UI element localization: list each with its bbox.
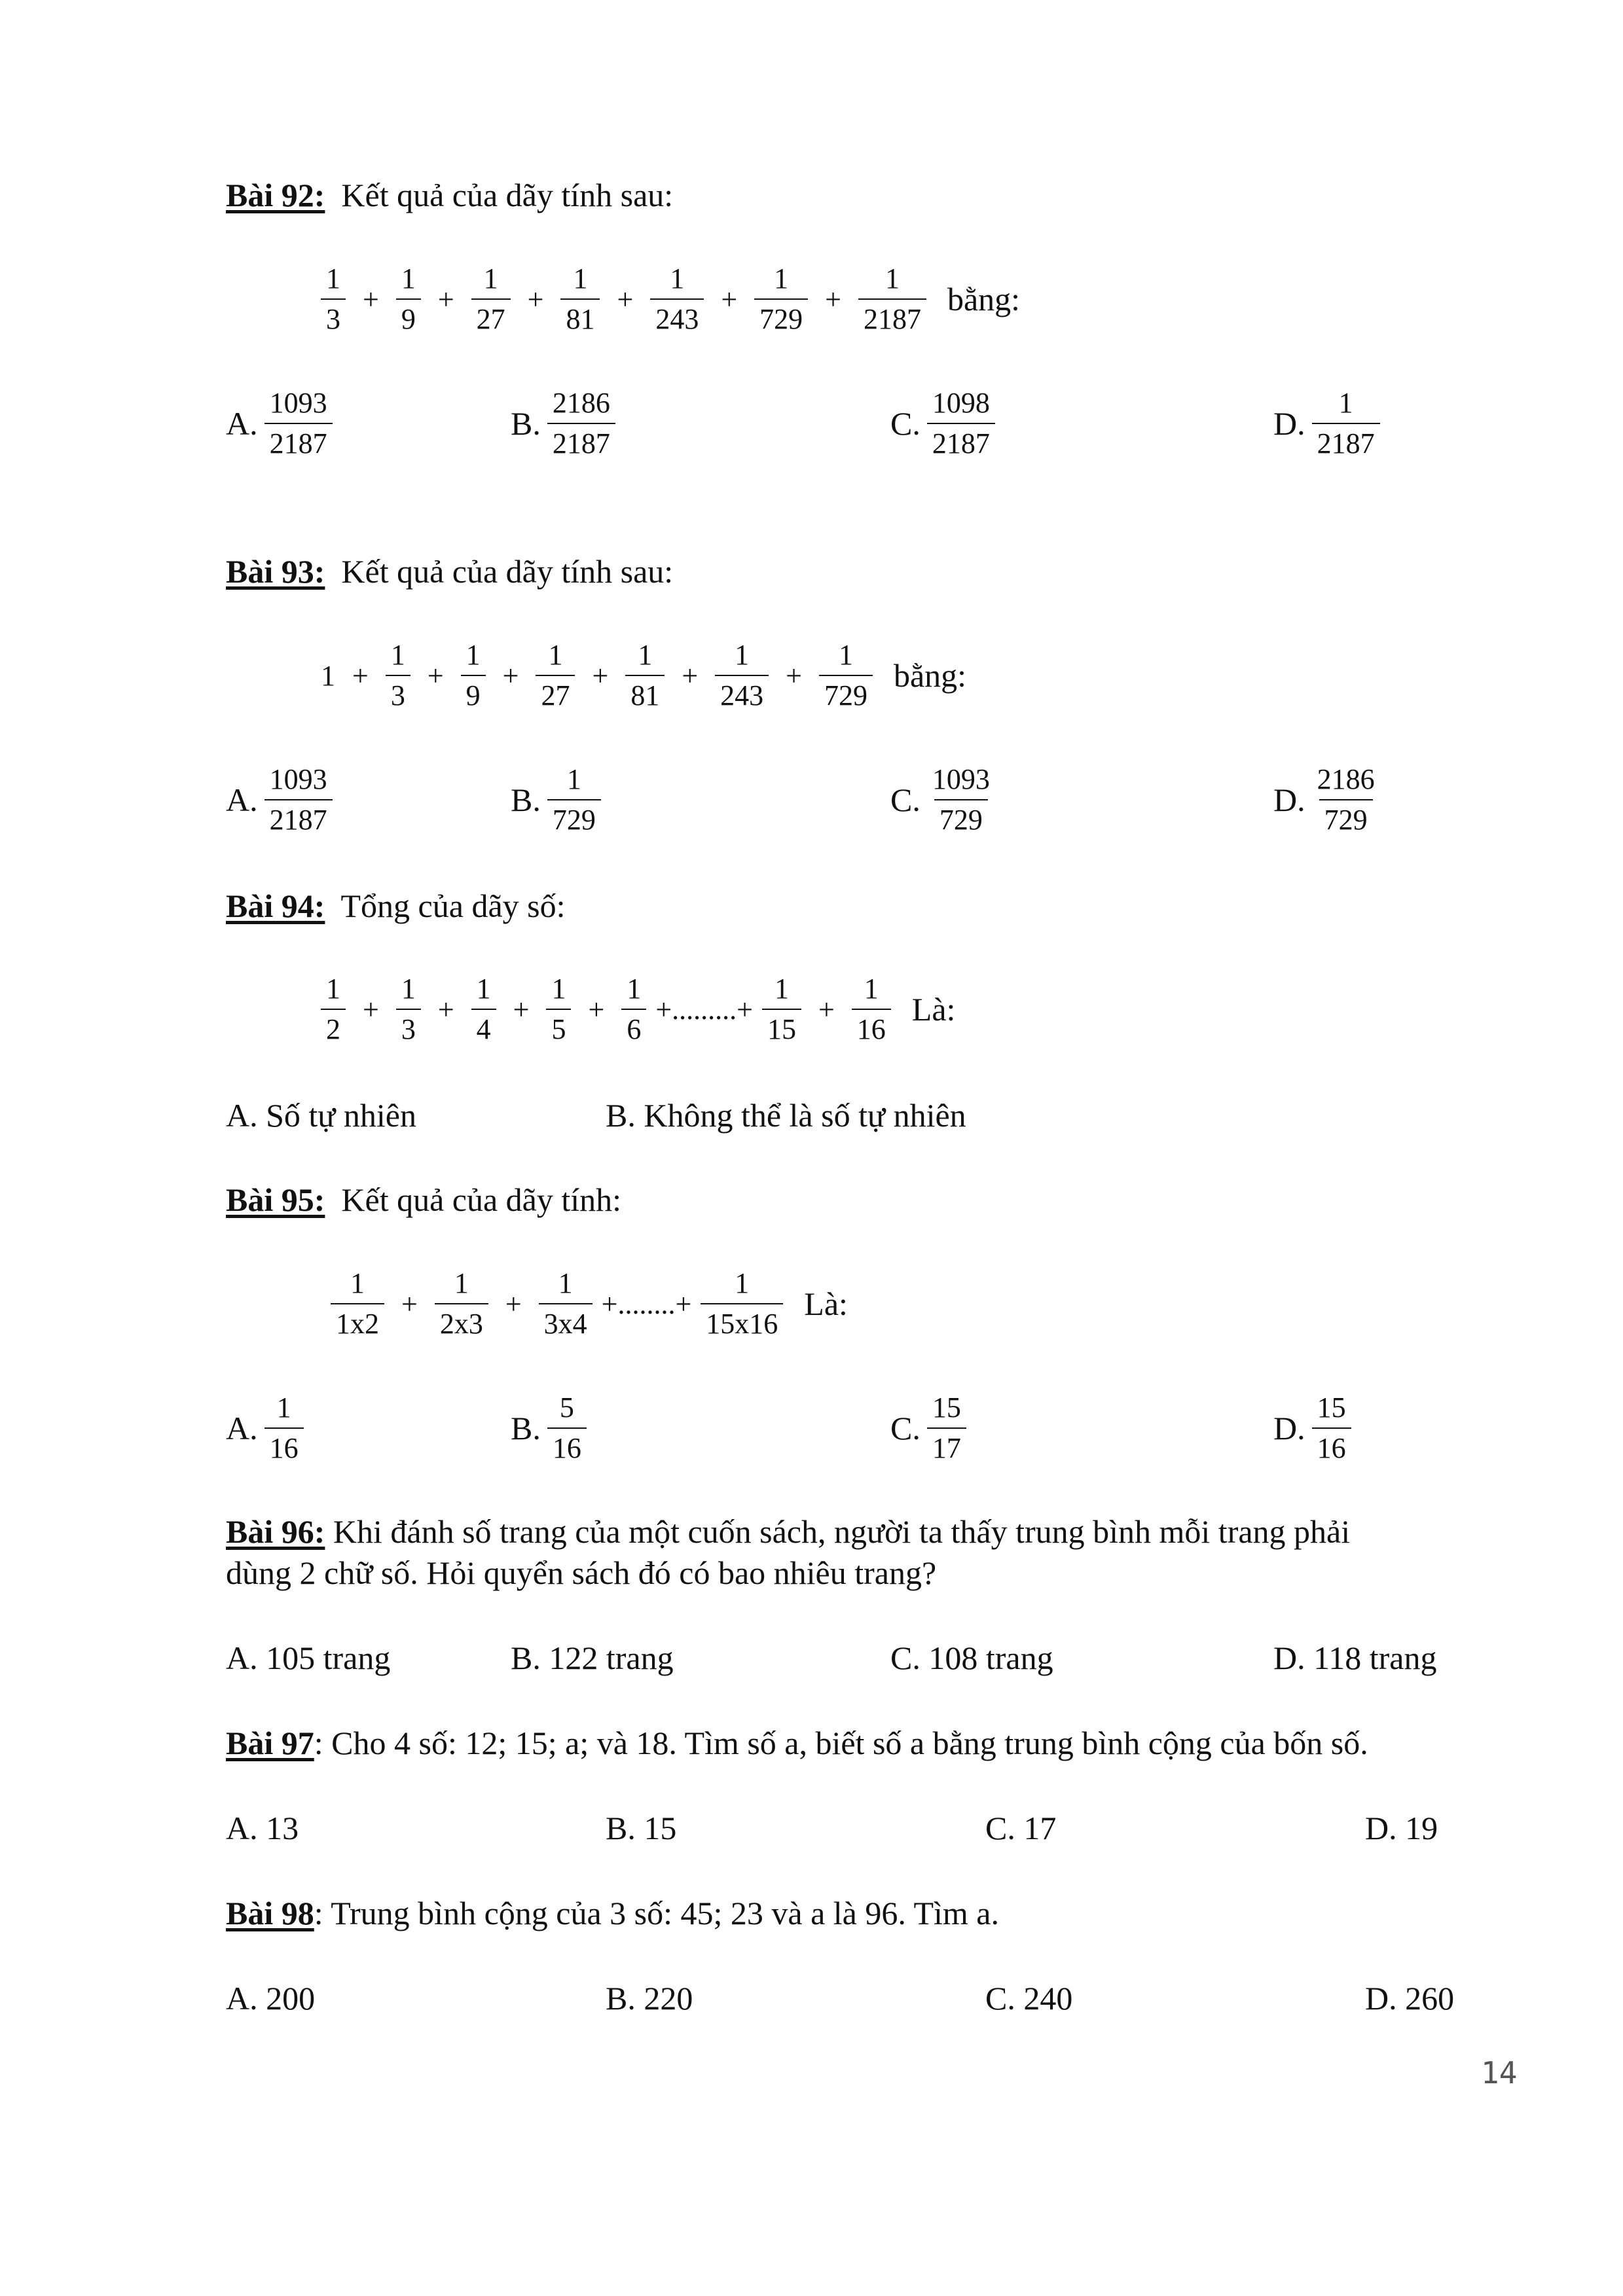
fraction <box>396 262 421 336</box>
problem-97-option-a: A. 13 <box>226 1810 299 1846</box>
option-label: D. <box>1273 405 1305 442</box>
fraction <box>435 1266 488 1341</box>
problem-97-line <box>226 1723 1368 1763</box>
option-fraction <box>264 762 333 837</box>
option-fraction <box>547 1391 587 1465</box>
fraction <box>819 638 873 713</box>
plus-sign: + <box>502 659 519 692</box>
plus-sign: + <box>592 659 609 692</box>
option-label: A. <box>226 405 258 442</box>
denominator: 2x3 <box>435 1303 488 1341</box>
plus-sign: + <box>818 993 835 1026</box>
plus-sign: + <box>363 283 379 315</box>
problem-94-prompt: Tổng của dãy số: <box>340 888 566 924</box>
problem-95-expression <box>331 1266 848 1341</box>
plus-sign: + <box>505 1287 522 1320</box>
problem-98-title: Bài 98 <box>226 1895 314 1931</box>
problem-95-option-a <box>226 1391 304 1465</box>
plus-sign: + <box>721 283 738 315</box>
denominator: 81 <box>625 675 665 713</box>
denominator: 3 <box>386 675 410 713</box>
numerator: 1093 <box>269 763 327 795</box>
denominator: 9 <box>461 675 486 713</box>
numerator: 2186 <box>552 387 610 419</box>
denominator: 729 <box>1319 799 1373 837</box>
problem-92-expression <box>321 262 1020 336</box>
problem-92-option-a <box>226 386 333 461</box>
problem-98-option-c: C. 240 <box>985 1980 1073 2017</box>
fraction <box>471 972 496 1047</box>
fraction <box>858 262 926 336</box>
denominator: 6 <box>621 1009 646 1047</box>
fraction <box>461 638 486 713</box>
option-label: B. <box>511 405 541 442</box>
denominator: 3x4 <box>539 1303 593 1341</box>
option-label: D. <box>1273 781 1305 818</box>
problem-98-line <box>226 1893 999 1933</box>
numerator: 1 <box>350 1267 365 1299</box>
numerator: 1 <box>390 639 405 671</box>
option-fraction <box>927 762 995 837</box>
numerator: 5 <box>559 1391 574 1424</box>
problem-95-title: Bài 95: <box>226 1181 325 1218</box>
denominator: 9 <box>396 298 421 336</box>
problem-96-option-c: C. 108 trang <box>890 1640 1053 1676</box>
numerator: 1 <box>483 262 498 295</box>
leading-term: 1 <box>321 659 335 692</box>
problem-95-option-c <box>890 1391 966 1465</box>
denominator: 3 <box>321 298 346 336</box>
denominator: 81 <box>560 298 600 336</box>
problem-97-option-d: D. 19 <box>1365 1810 1438 1846</box>
fraction <box>321 972 346 1047</box>
option-label: D. <box>1273 1410 1305 1446</box>
problem-97-text: : Cho 4 số: 12; 15; a; và 18. Tìm số a, biết số a bằng trung bình cộng của bốn số. <box>314 1725 1368 1761</box>
fraction <box>625 638 665 713</box>
denominator: 3 <box>396 1009 421 1047</box>
denominator: 729 <box>934 799 988 837</box>
problem-94-title: Bài 94: <box>226 888 325 924</box>
option-fraction <box>1312 386 1380 461</box>
plus-sign: + <box>682 659 699 692</box>
problem-95-prompt: Kết quả của dãy tính: <box>341 1181 622 1218</box>
denominator: 729 <box>819 675 873 713</box>
problem-96-text-line-2: dùng 2 chữ số. Hỏi quyển sách đó có bao nhiêu trang? <box>226 1554 937 1591</box>
denominator: 1x2 <box>331 1303 384 1341</box>
plus-sign: + <box>437 993 454 1026</box>
denominator: 27 <box>471 298 511 336</box>
problem-93-option-a <box>226 762 333 837</box>
option-fraction <box>1312 1391 1351 1465</box>
denominator: 2187 <box>858 298 926 336</box>
problem-92-prompt: Kết quả của dãy tính sau: <box>341 177 674 213</box>
plus-sign: + <box>588 993 605 1026</box>
denominator: 15 <box>762 1009 801 1047</box>
problem-98-option-b: B. 220 <box>606 1980 693 2017</box>
option-fraction <box>927 386 995 461</box>
plus-sign: + <box>527 283 544 315</box>
problem-92-title: Bài 92: <box>226 177 325 213</box>
ellipsis: +........+ <box>601 1287 692 1320</box>
plus-sign: + <box>786 659 802 692</box>
problem-94-option-b: B. Không thể là số tự nhiên <box>606 1097 966 1134</box>
plus-sign: + <box>401 1287 418 1320</box>
denominator: 2187 <box>547 423 615 461</box>
numerator: 1 <box>573 262 588 295</box>
expression-tail: Là: <box>911 991 956 1028</box>
problem-97-option-b: B. 15 <box>606 1810 677 1846</box>
problem-92-option-b <box>511 386 615 461</box>
fraction <box>331 1266 384 1341</box>
plus-sign: + <box>363 993 379 1026</box>
plus-sign: + <box>513 993 530 1026</box>
fraction <box>386 638 410 713</box>
numerator: 15 <box>1317 1391 1346 1424</box>
denominator: 729 <box>754 298 808 336</box>
option-label: A. <box>226 781 258 818</box>
denominator: 2 <box>321 1009 346 1047</box>
fraction <box>560 262 600 336</box>
numerator: 1 <box>670 262 685 295</box>
denominator: 2187 <box>264 423 333 461</box>
plus-sign: + <box>427 659 444 692</box>
denominator: 243 <box>715 675 769 713</box>
problem-96-option-a: A. 105 trang <box>226 1640 391 1676</box>
denominator: 2187 <box>927 423 995 461</box>
denominator: 16 <box>264 1427 304 1465</box>
problem-98-option-a: A. 200 <box>226 1980 316 2017</box>
denominator: 16 <box>852 1009 891 1047</box>
denominator: 4 <box>471 1009 496 1047</box>
problem-97-title: Bài 97 <box>226 1725 314 1761</box>
problem-94-heading <box>226 886 565 925</box>
numerator: 1093 <box>932 763 990 795</box>
denominator: 2187 <box>1312 423 1380 461</box>
numerator: 1098 <box>932 387 990 419</box>
problem-97-option-c: C. 17 <box>985 1810 1057 1846</box>
fraction <box>650 262 704 336</box>
numerator: 1 <box>326 973 340 1005</box>
numerator: 1 <box>454 1267 469 1299</box>
numerator: 1 <box>551 973 566 1005</box>
fraction <box>715 638 769 713</box>
denominator: 729 <box>547 799 601 837</box>
option-label: B. <box>511 781 541 818</box>
numerator: 1 <box>476 973 491 1005</box>
numerator: 1 <box>401 973 416 1005</box>
numerator: 1 <box>735 1267 750 1299</box>
numerator: 1 <box>326 262 340 295</box>
numerator: 1 <box>638 639 653 671</box>
option-label: A. <box>226 1410 258 1446</box>
denominator: 2187 <box>264 799 333 837</box>
numerator: 1 <box>566 763 581 795</box>
denominator: 16 <box>547 1427 587 1465</box>
option-label: B. <box>511 1410 541 1446</box>
problem-98-option-d: D. 260 <box>1365 1980 1455 2017</box>
problem-93-expression <box>321 638 966 713</box>
numerator: 1 <box>864 973 879 1005</box>
plus-sign: + <box>352 659 369 692</box>
numerator: 1 <box>774 262 789 295</box>
numerator: 1 <box>838 639 853 671</box>
problem-96-option-d: D. 118 trang <box>1273 1640 1437 1676</box>
problem-93-prompt: Kết quả của dãy tính sau: <box>341 553 674 590</box>
plus-sign: + <box>825 283 841 315</box>
ellipsis: +.........+ <box>655 993 753 1026</box>
numerator: 1 <box>774 973 789 1005</box>
numerator: 1 <box>276 1391 291 1424</box>
expression-tail: bằng: <box>947 281 1021 317</box>
denominator: 16 <box>1312 1427 1351 1465</box>
fraction <box>852 972 891 1047</box>
numerator: 1093 <box>269 387 327 419</box>
option-fraction <box>547 386 615 461</box>
problem-98-text: : Trung bình cộng của 3 số: 45; 23 và a là 96. Tìm a. <box>314 1895 999 1931</box>
problem-94-expression <box>321 972 955 1047</box>
problem-95-heading <box>226 1180 621 1219</box>
problem-93-option-b <box>511 762 601 837</box>
expression-tail: bằng: <box>893 657 967 694</box>
page-number: 14 <box>1481 2055 1518 2090</box>
problem-93-option-c <box>890 762 995 837</box>
option-fraction <box>547 762 601 837</box>
problem-92-option-d <box>1273 386 1380 461</box>
option-label: C. <box>890 405 921 442</box>
problem-95-option-b <box>511 1391 587 1465</box>
fraction <box>321 262 346 336</box>
problem-93-heading <box>226 552 673 591</box>
option-fraction <box>1312 762 1380 837</box>
numerator: 1 <box>735 639 750 671</box>
numerator: 1 <box>1338 387 1353 419</box>
problem-95-option-d <box>1273 1391 1351 1465</box>
numerator: 15 <box>932 1391 961 1424</box>
fraction <box>539 1266 593 1341</box>
denominator: 5 <box>546 1009 571 1047</box>
numerator: 1 <box>558 1267 573 1299</box>
denominator: 27 <box>536 675 575 713</box>
problem-94-option-a: A. Số tự nhiên <box>226 1097 416 1134</box>
option-fraction <box>927 1391 966 1465</box>
option-fraction <box>264 1391 304 1465</box>
fraction <box>762 972 801 1047</box>
numerator: 1 <box>884 262 900 295</box>
denominator: 17 <box>927 1427 966 1465</box>
problem-92-heading <box>226 175 673 215</box>
numerator: 1 <box>465 639 481 671</box>
option-label: C. <box>890 1410 921 1446</box>
fraction <box>396 972 421 1047</box>
fraction <box>621 972 646 1047</box>
numerator: 1 <box>548 639 563 671</box>
problem-92-option-c <box>890 386 995 461</box>
plus-sign: + <box>617 283 634 315</box>
fraction <box>754 262 808 336</box>
fraction <box>536 638 575 713</box>
denominator: 15x16 <box>701 1303 783 1341</box>
fraction <box>546 972 571 1047</box>
fraction <box>471 262 511 336</box>
fraction <box>701 1266 783 1341</box>
plus-sign: + <box>437 283 454 315</box>
problem-96-text-line-1: Khi đánh số trang của một cuốn sách, người ta thấy trung bình mỗi trang phải <box>333 1513 1351 1550</box>
denominator: 243 <box>650 298 704 336</box>
problem-93-option-d <box>1273 762 1380 837</box>
problem-96-line-1 <box>226 1512 1350 1551</box>
numerator: 1 <box>627 973 642 1005</box>
option-fraction <box>264 386 333 461</box>
problem-93-title: Bài 93: <box>226 553 325 590</box>
problem-96-option-b: B. 122 trang <box>511 1640 674 1676</box>
numerator: 1 <box>401 262 416 295</box>
option-label: C. <box>890 781 921 818</box>
numerator: 2186 <box>1317 763 1375 795</box>
problem-96-title: Bài 96: <box>226 1513 325 1550</box>
expression-tail: Là: <box>804 1285 848 1322</box>
